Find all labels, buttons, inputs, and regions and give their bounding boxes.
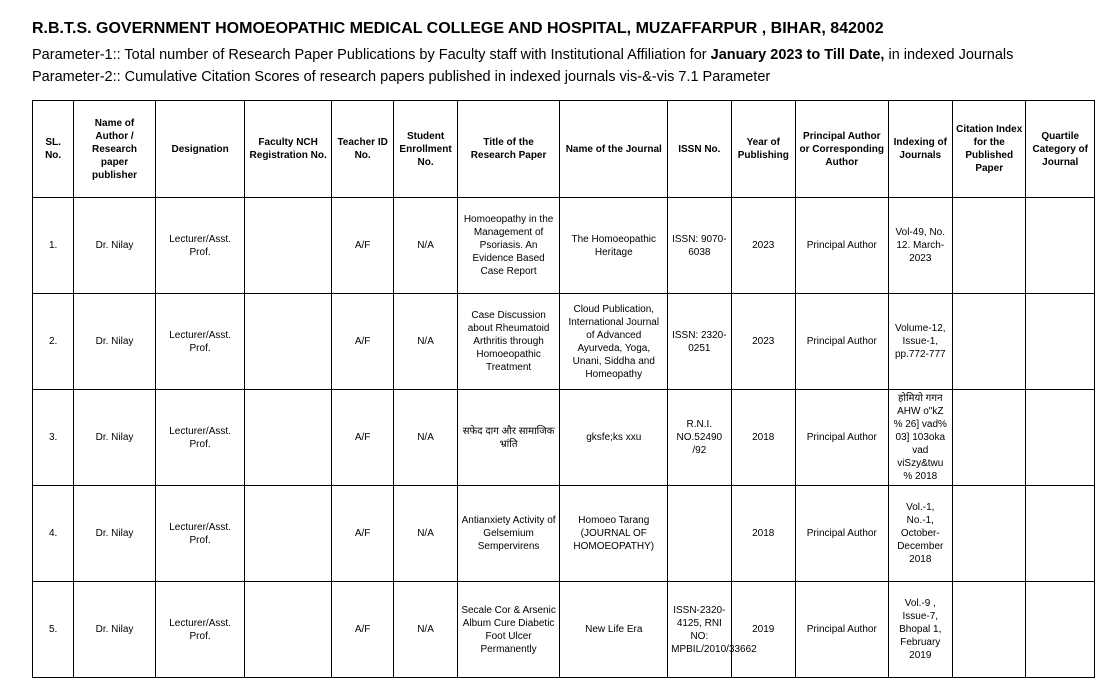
cell-indexing: होमियो गगन AHW o"kZ % 26] vad% 03] 103oka vad viSzy&twu % 2018 [888,390,952,486]
col-header-student: Student Enrollment No. [394,101,457,198]
col-header-journal: Name of the Journal [560,101,668,198]
col-header-year: Year of Publishing [731,101,795,198]
cell-sl: 2. [33,294,74,390]
cell-journal: Homoeo Tarang (JOURNAL OF HOMOEOPATHY) [560,486,668,582]
parameter-2: Parameter-2:: Cumulative Citation Scores of research papers published in indexed journals vis-&-vis 7.1 Parameter [32,69,771,85]
cell-author: Dr. Nilay [74,294,156,390]
cell-quartile [1026,198,1095,294]
cell-journal: Cloud Publication, International Journal of Advanced Ayurveda, Yoga, Unani, Siddha and Homeopathy [560,294,668,390]
col-header-author-role: Principal Author or Corresponding Author [795,101,888,198]
col-header-sl: SL. No. [33,101,74,198]
cell-author-role: Principal Author [795,486,888,582]
cell-student: N/A [394,390,457,486]
table-header-row [33,101,1095,198]
cell-indexing: Vol-49, No. 12. March-2023 [888,198,952,294]
col-header-citation: Citation Index for the Published Paper [952,101,1025,198]
cell-indexing: Vol.-9 , Issue-7, Bhopal 1, February 2019 [888,582,952,678]
table-row [33,582,1095,678]
cell-author-role: Principal Author [795,390,888,486]
cell-title: Secale Cor & Arsenic Album Cure Diabetic Foot Ulcer Permanently [457,582,560,678]
cell-student: N/A [394,582,457,678]
cell-citation [952,198,1025,294]
col-header-issn: ISSN No. [668,101,731,198]
cell-journal: New Life Era [560,582,668,678]
cell-student: N/A [394,198,457,294]
cell-author: Dr. Nilay [74,390,156,486]
table-row [33,486,1095,582]
table-row [33,198,1095,294]
cell-nch [245,294,332,390]
parameter-1 [32,47,1013,63]
cell-quartile [1026,390,1095,486]
cell-author-role: Principal Author [795,582,888,678]
col-header-designation: Designation [155,101,245,198]
cell-citation [952,390,1025,486]
cell-nch [245,390,332,486]
cell-year: 2018 [731,390,795,486]
cell-author: Dr. Nilay [74,582,156,678]
col-header-title: Title of the Research Paper [457,101,560,198]
cell-nch [245,198,332,294]
cell-indexing: Vol.-1, No.-1, October-December 2018 [888,486,952,582]
parameter-1-prefix: Parameter-1:: Total number of Research Paper Publications by Faculty staff with Institutional Affiliation for [32,47,711,63]
cell-author: Dr. Nilay [74,486,156,582]
cell-teacher-id: A/F [331,198,393,294]
college-title: R.B.T.S. GOVERNMENT HOMOEOPATHIC MEDICAL COLLEGE AND HOSPITAL, MUZAFFARPUR , BIHAR, 842002 [32,20,884,37]
cell-teacher-id: A/F [331,294,393,390]
cell-issn: R.N.I. NO.52490 /92 [668,390,731,486]
cell-title: Antianxiety Activity of Gelsemium Sempervirens [457,486,560,582]
cell-designation: Lecturer/Asst. Prof. [155,198,245,294]
col-header-teacher-id: Teacher ID No. [331,101,393,198]
cell-teacher-id: A/F [331,582,393,678]
cell-nch [245,582,332,678]
cell-author-role: Principal Author [795,294,888,390]
col-header-quartile: Quartile Category of Journal [1026,101,1095,198]
cell-citation [952,294,1025,390]
col-header-indexing: Indexing of Journals [888,101,952,198]
cell-issn: ISSN: 9070-6038 [668,198,731,294]
cell-journal: The Homoeopathic Heritage [560,198,668,294]
cell-issn [668,486,731,582]
cell-teacher-id: A/F [331,390,393,486]
cell-author: Dr. Nilay [74,198,156,294]
table-row [33,294,1095,390]
col-header-author: Name of Author / Research paper publisher [74,101,156,198]
cell-issn: ISSN: 2320-0251 [668,294,731,390]
cell-designation: Lecturer/Asst. Prof. [155,294,245,390]
cell-quartile [1026,582,1095,678]
cell-title: Homoeopathy in the Management of Psoriasis. An Evidence Based Case Report [457,198,560,294]
cell-sl: 4. [33,486,74,582]
cell-designation: Lecturer/Asst. Prof. [155,486,245,582]
cell-citation [952,582,1025,678]
cell-student: N/A [394,486,457,582]
table-row [33,390,1095,486]
cell-teacher-id: A/F [331,486,393,582]
parameter-1-suffix: in indexed Journals [884,47,1014,63]
cell-indexing: Volume-12, Issue-1, pp.772-777 [888,294,952,390]
cell-year: 2023 [731,198,795,294]
cell-sl: 5. [33,582,74,678]
cell-citation [952,486,1025,582]
cell-title: सफेद दाग और सामाजिक भ्रांति [457,390,560,486]
cell-year: 2018 [731,486,795,582]
cell-author-role: Principal Author [795,198,888,294]
cell-quartile [1026,294,1095,390]
cell-sl: 3. [33,390,74,486]
cell-year: 2023 [731,294,795,390]
cell-designation: Lecturer/Asst. Prof. [155,390,245,486]
col-header-nch: Faculty NCH Registration No. [245,101,332,198]
publications-table [32,100,1095,678]
cell-nch [245,486,332,582]
cell-issn: ISSN-2320-4125, RNI NO: MPBIL/2010/33662 [668,582,731,678]
cell-year: 2019 [731,582,795,678]
cell-journal: gksfe;ks xxu [560,390,668,486]
cell-quartile [1026,486,1095,582]
parameter-1-date-range: January 2023 to Till Date, [710,47,885,63]
cell-designation: Lecturer/Asst. Prof. [155,582,245,678]
cell-sl: 1. [33,198,74,294]
cell-title: Case Discussion about Rheumatoid Arthritis through Homoeopathic Treatment [457,294,560,390]
cell-student: N/A [394,294,457,390]
